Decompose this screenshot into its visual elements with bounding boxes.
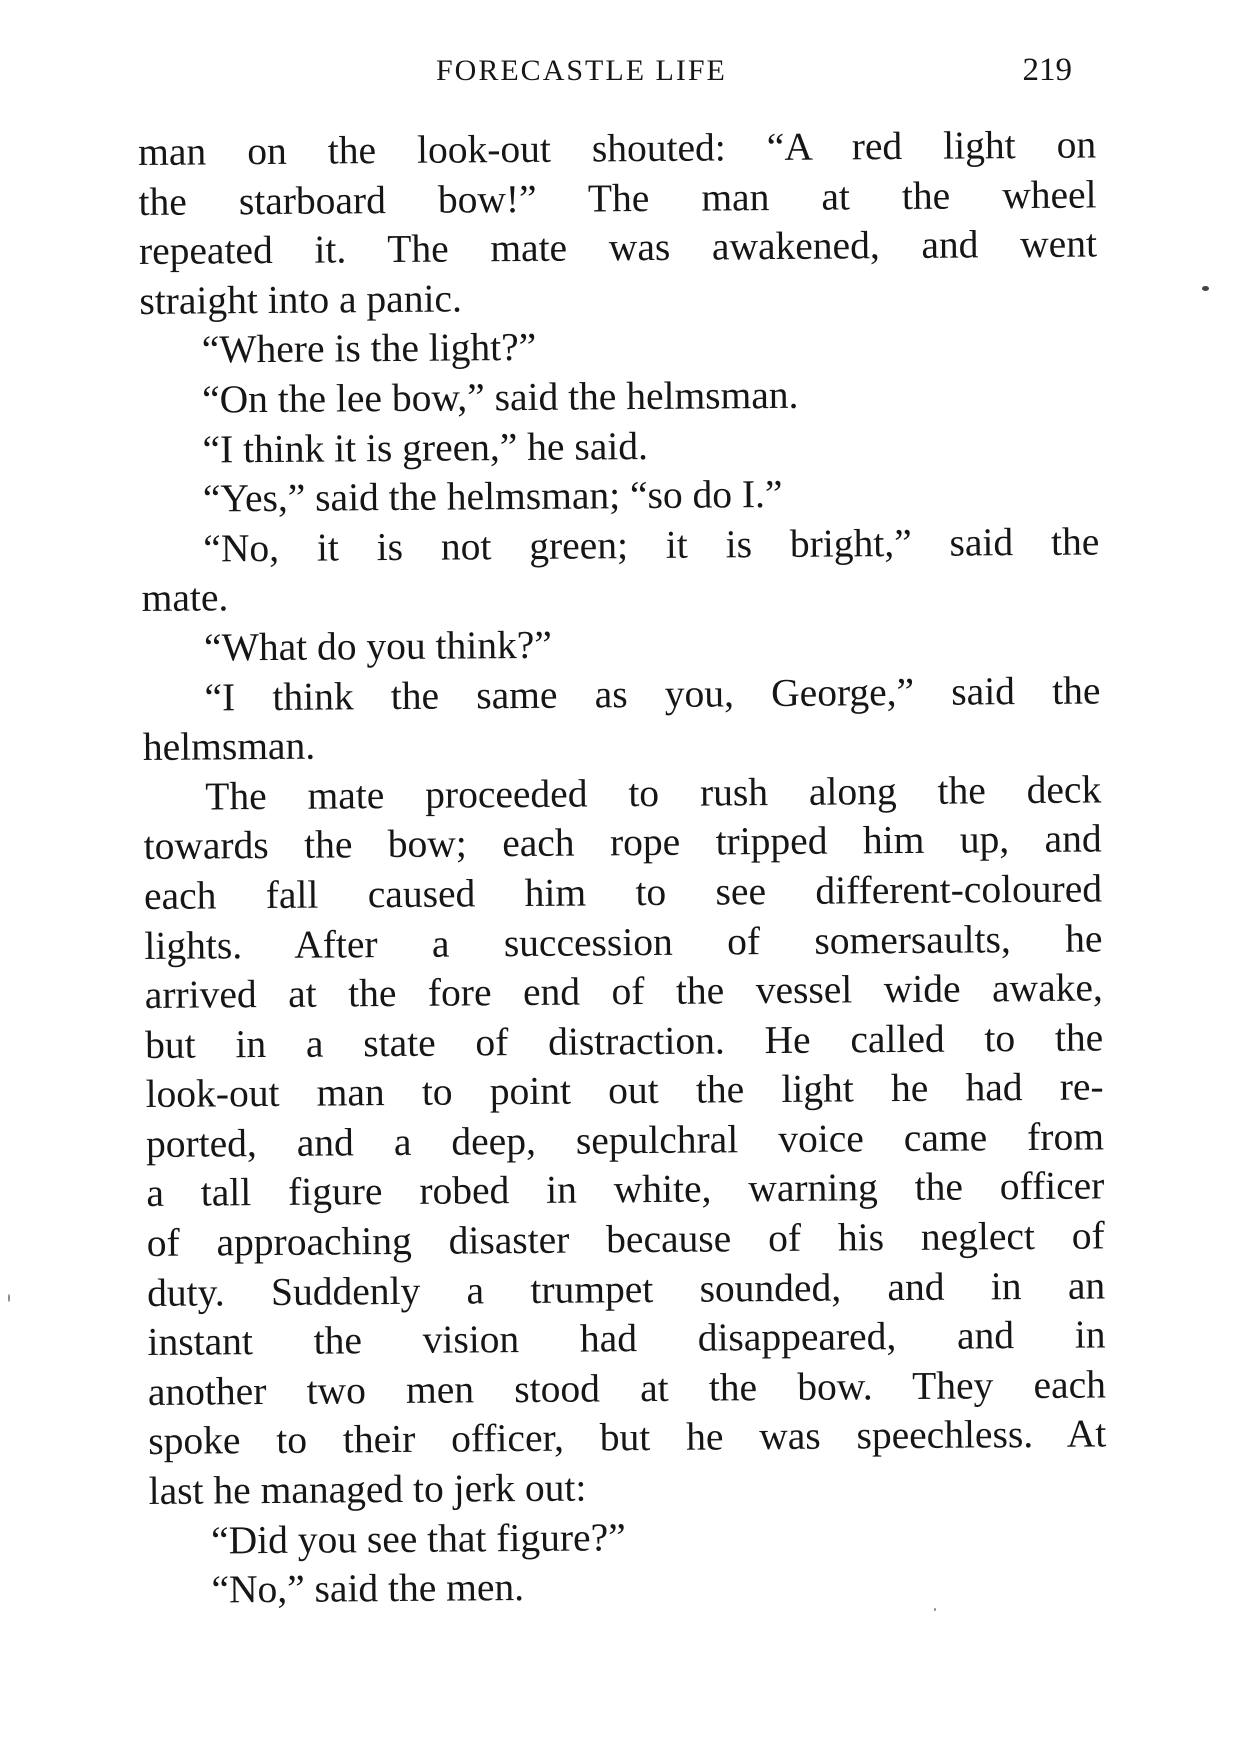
text-line: but in a state of distraction. He called to the	[145, 1015, 1104, 1067]
text-line: last he managed to jerk out:	[148, 1465, 587, 1513]
running-head: FORECASTLE LIFE	[436, 54, 727, 87]
text-line: mate.	[141, 575, 229, 621]
text-line: man on the look-out shouted: “A red light on	[138, 122, 1097, 174]
text-line: towards the bow; each rope tripped him up, and	[143, 816, 1102, 869]
ink-speck	[934, 1608, 936, 1611]
page-number: 219	[1022, 52, 1072, 88]
text-line: “Did you see that figure?”	[210, 1514, 626, 1563]
text-line: the starboard bow!” The man at the wheel	[138, 172, 1097, 224]
text-line: straight into a panic.	[139, 276, 463, 323]
page-header	[140, 54, 1090, 98]
text-line: “I think the same as you, George,” said the	[204, 667, 1101, 720]
text-line: “Where is the light?”	[201, 325, 537, 372]
text-line: lights. After a succession of somersaults, he	[144, 915, 1103, 968]
text-line: arrived at the fore end of the vessel wide awake,	[144, 965, 1103, 1018]
text-line: helmsman.	[142, 723, 316, 770]
ink-speck	[8, 1294, 10, 1302]
body-text	[138, 120, 1108, 1615]
text-line: “No, it is not green; it is bright,” said the	[203, 519, 1100, 571]
text-line: ported, and a deep, sepulchral voice came from	[145, 1114, 1105, 1166]
ink-speck	[1202, 286, 1209, 291]
text-line: “On the lee bow,” said the helmsman.	[201, 372, 799, 422]
text-line: look-out man to point out the light he had re-	[145, 1064, 1104, 1117]
text-line: “What do you think?”	[203, 622, 552, 670]
text-line: a tall figure robed in white, warning the officer	[146, 1163, 1105, 1216]
text-line: duty. Suddenly a trumpet sounded, and in an	[146, 1263, 1106, 1315]
text-line: The mate proceeded to rush along the deck	[205, 767, 1102, 819]
text-line: repeated it. The mate was awakened, and went	[138, 221, 1098, 274]
text-line: “I think it is green,” he said.	[202, 423, 649, 472]
text-line: spoke to their officer, but he was speechless. At	[148, 1411, 1107, 1464]
text-line: instant the vision had disappeared, and in	[147, 1312, 1106, 1365]
text-line: each fall caused him to see different-coloured	[143, 866, 1103, 918]
text-line: “Yes,” said the helmsman; “so do I.”	[202, 472, 783, 521]
text-line: of approaching disaster because of his neglect of	[146, 1213, 1105, 1266]
text-line: another two men stood at the bow. They each	[147, 1362, 1107, 1414]
text-line: “No,” said the men.	[211, 1565, 525, 1612]
